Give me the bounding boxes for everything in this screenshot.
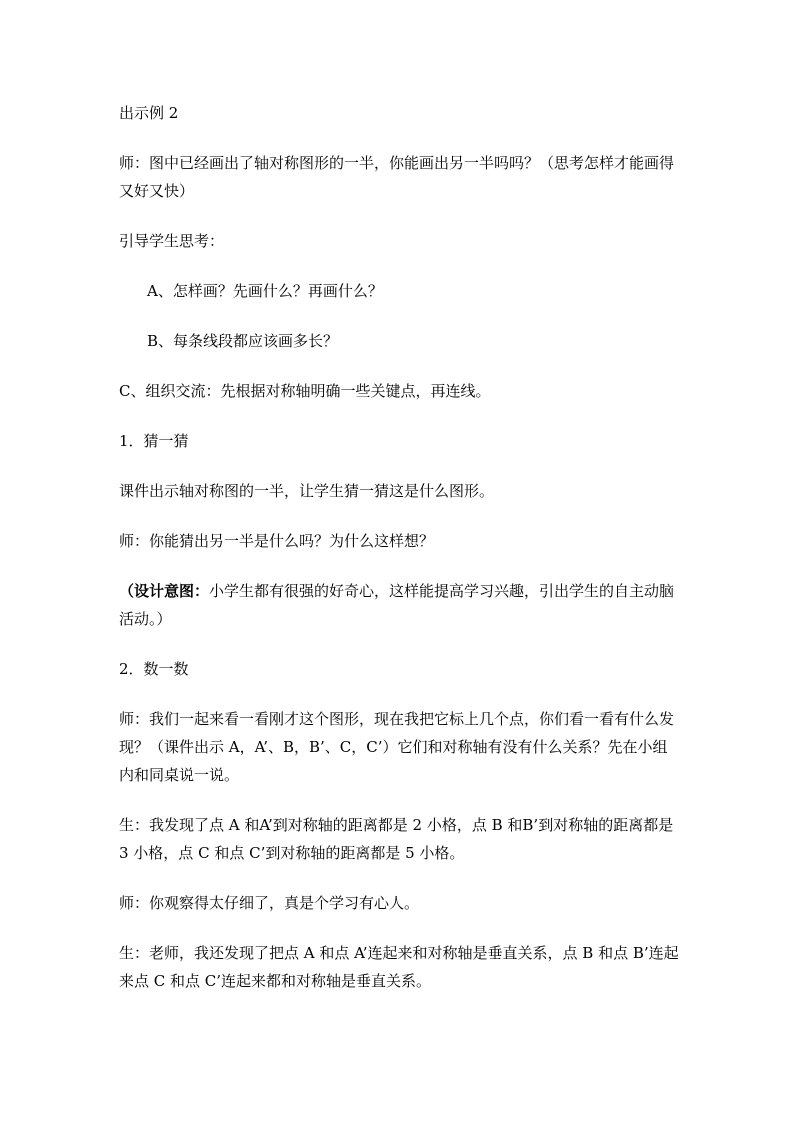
paragraph-section-guess: 1．猜一猜 bbox=[119, 432, 189, 450]
paragraph-point-c: C、组织交流：先根据对称轴明确一些关键点，再连线。 bbox=[119, 382, 491, 400]
paragraph-teacher-observe: 师：我们一起来看一看刚才这个图形，现在我把它标上几个点，你们看一看有什么发现？（课件出示 A，A’、B，B’、C，C’）它们和对称轴有没有什么关系？先在小组内和同桌说一说。 bbox=[119, 710, 675, 784]
paragraph-student-distance: 生：我发现了点 A 和A’到对称轴的距离都是 2 小格，点 B 和B’到对称轴的距离都是 3 小格，点 C 和点 C’到对称轴的距离都是 5 小格。 bbox=[119, 816, 674, 862]
paragraph-teacher-guess: 师：你能猜出另一半是什么吗？为什么这样想？ bbox=[119, 532, 435, 550]
paragraph-design-intent bbox=[119, 577, 679, 633]
design-intent-text: 小学生都有很强的好奇心，这样能提高学习兴趣，引出学生的自主动脑活动。） bbox=[119, 582, 675, 628]
paragraph-teacher-question: 师：图中已经画出了轴对称图形的一半，你能画出另一半吗吗？（思考怎样才能画得又好又快） bbox=[119, 154, 675, 200]
paragraph-point-b: B、每条线段都应该画多长？ bbox=[147, 332, 339, 350]
paragraph-guide: 引导学生思考： bbox=[119, 232, 225, 250]
paragraph-section-count: 2．数一数 bbox=[119, 660, 189, 678]
paragraph-point-a: A、怎样画？先画什么？再画什么？ bbox=[147, 282, 383, 300]
paragraph-example-heading: 出示例 2 bbox=[119, 104, 179, 122]
paragraph-student-perpendicular: 生：老师，我还发现了把点 A 和点 A’连起来和对称轴是垂直关系，点 B 和点 B’连起来点 C 和点 C’连起来都和对称轴是垂直关系。 bbox=[119, 944, 679, 990]
design-intent-label: （设计意图： bbox=[119, 582, 210, 600]
document-body bbox=[119, 99, 679, 1017]
paragraph-courseware-show: 课件出示轴对称图的一半，让学生猜一猜这是什么图形。 bbox=[119, 482, 495, 500]
paragraph-teacher-praise: 师：你观察得太仔细了，真是个学习有心人。 bbox=[119, 894, 420, 912]
